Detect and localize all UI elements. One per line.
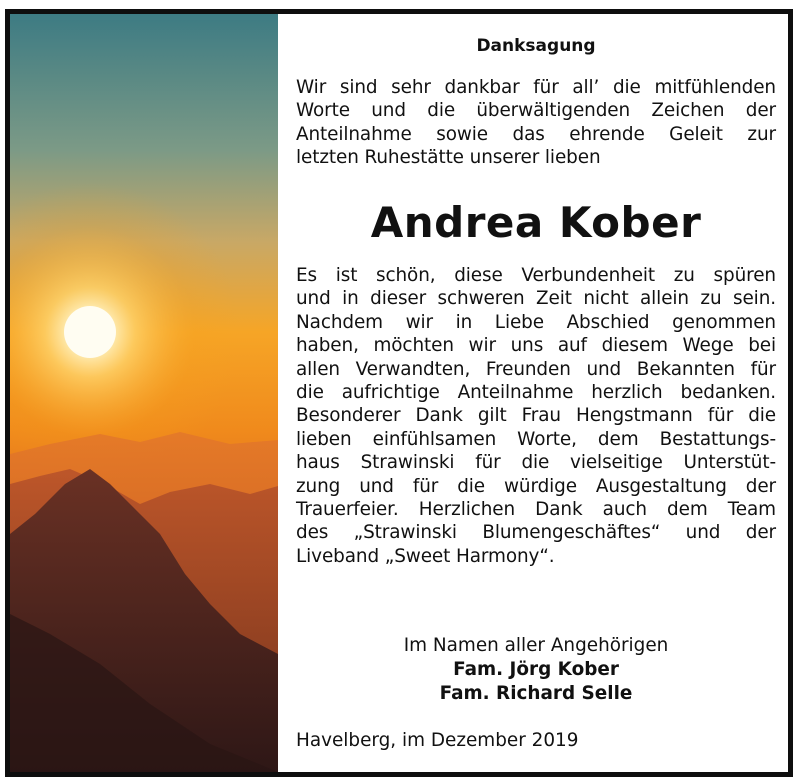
body-line: haben, möchten wir uns auf diesem Wege bei — [296, 335, 776, 357]
family-name-1: Fam. Jörg Kober — [453, 659, 619, 680]
body-line: und in dieser schweren Zeit nicht allein zu sein. — [296, 288, 776, 310]
place-date: Havelberg, im Dezember 2019 — [296, 730, 579, 751]
body-paragraph — [296, 264, 776, 568]
body-line: Nachdem wir in Liebe Abschied genommen — [296, 311, 776, 333]
body-line: haus Strawinski für die vielseitige Unterstüt- — [296, 452, 776, 474]
signature-block — [296, 634, 776, 706]
body-line: Trauerfeier. Herzlichen Dank auch dem Team — [296, 499, 776, 521]
intro-line: Worte und die überwältigenden Zeichen der — [296, 100, 776, 122]
body-line: Liveband „Sweet Harmony“. — [296, 545, 555, 567]
intro-line: Wir sind sehr dankbar für all’ die mitfühlenden — [296, 77, 776, 98]
sunset-mountain-image — [10, 14, 278, 772]
body-line: des „Strawinski Blumengeschäftes“ und der — [296, 522, 776, 544]
intro-paragraph — [296, 76, 776, 170]
body-line: lieben einfühlsamen Worte, dem Bestattungs- — [296, 428, 776, 450]
body-line: zung und für die würdige Ausgestaltung der — [296, 475, 776, 497]
body-line: Besonderer Dank gilt Frau Hengstmann für die — [296, 405, 776, 427]
sun — [64, 306, 116, 358]
notice-text-column — [296, 14, 776, 772]
intro-line: letzten Ruhestätte unserer lieben — [296, 147, 601, 169]
body-line: allen Verwandten, Freunden und Bekannten für — [296, 358, 776, 380]
notice-heading: Danksagung — [476, 36, 596, 56]
on-behalf-text: Im Namen aller Angehörigen — [403, 635, 669, 656]
intro-line: Anteilnahme sowie das ehrende Geleit zur — [296, 123, 776, 145]
deceased-name: Andrea Kober — [370, 198, 702, 247]
family-name-2: Fam. Richard Selle — [439, 683, 633, 704]
body-line: die aufrichtige Anteilnahme herzlich bedanken. — [296, 382, 776, 404]
body-line: Es ist schön, diese Verbundenheit zu spüren — [296, 265, 776, 286]
